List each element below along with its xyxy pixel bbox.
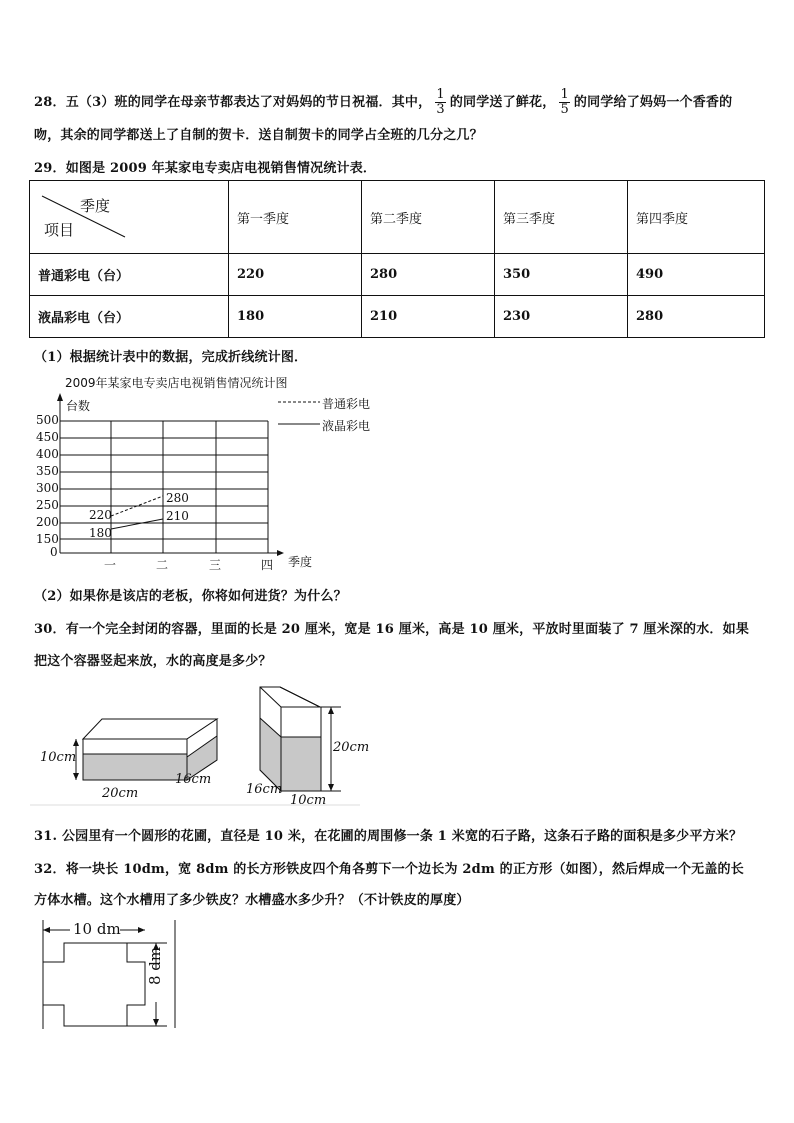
q29-sub2: （2）如果你是该店的老板，你将如何进货？为什么？: [34, 589, 347, 604]
y-axis-label: 台数: [66, 399, 91, 413]
chart-title: 2009年某家电专卖店电视销售情况统计图: [65, 376, 288, 390]
q28-text-a: 28．五（3）班的同学在母亲节都表达了对妈妈的节日祝福．其中，: [34, 95, 432, 110]
q32-line2: 方体水槽。这个水槽用了多少铁皮？水槽盛水多少升？（不计铁皮的厚度）: [34, 893, 470, 908]
cell-value: 350: [495, 254, 628, 296]
header-q4: 第四季度: [628, 181, 765, 254]
y-tick: 250: [36, 498, 59, 512]
y-tick: 450: [36, 430, 59, 444]
x-axis-label: 季度: [288, 555, 313, 569]
cell-value: 210: [362, 296, 495, 338]
q28-text-b: 的同学送了鲜花，: [449, 95, 556, 110]
data-label: 180: [89, 526, 112, 540]
y-tick: 150: [36, 532, 59, 546]
header-q2: 第二季度: [362, 181, 495, 254]
q28-text-c: 的同学给了妈妈一个香香的: [573, 95, 733, 110]
fraction-one-fifth: $\frac{1}{5}$: [560, 87, 569, 117]
y-tick: 350: [36, 464, 59, 478]
data-label: 280: [166, 491, 189, 505]
upright-depth-label: 16cm: [246, 782, 283, 797]
data-label: 220: [89, 508, 112, 522]
upright-width-label: 10cm: [290, 793, 327, 808]
flat-height-label: 10cm: [40, 750, 77, 765]
upright-height-label: 20cm: [333, 740, 370, 755]
header-q3: 第三季度: [495, 181, 628, 254]
corner-top-label: 季度: [80, 197, 111, 215]
y-tick: 200: [36, 515, 59, 529]
y-tick: 300: [36, 481, 59, 495]
sheet-height-label: 8 dm: [146, 946, 164, 985]
q30-line1: 30．有一个完全封闭的容器，里面的长是 20 厘米，宽是 16 厘米，高是 10 厘米，平放时里面装了 7 厘米深的水．如果: [34, 622, 750, 637]
x-tick: 四: [261, 558, 274, 572]
q31-text: 31. 公园里有一个圆形的花圃，直径是 10 米，在花圃的周围修一条 1 米宽的石子路，这条石子路的面积是多少平方米？: [34, 829, 743, 844]
flat-length-label: 20cm: [102, 786, 139, 801]
header-q1: 第一季度: [229, 181, 362, 254]
q29-title: 29．如图是 2009 年某家电专卖店电视销售情况统计表．: [34, 161, 377, 176]
cell-value: 280: [362, 254, 495, 296]
q30-line2: 把这个容器竖起来放，水的高度是多少？: [34, 654, 272, 669]
cell-value: 180: [229, 296, 362, 338]
x-tick: 三: [209, 558, 222, 572]
y-tick: 400: [36, 447, 59, 461]
cell-value: 280: [628, 296, 765, 338]
chart-grid: [0, 0, 400, 580]
x-tick: 二: [156, 558, 169, 572]
row-label: 普通彩电（台）: [30, 254, 229, 296]
legend-item-dashed: 普通彩电: [322, 397, 371, 411]
x-tick: 一: [104, 558, 117, 572]
corner-bottom-label: 项目: [44, 221, 75, 239]
cell-value: 230: [495, 296, 628, 338]
cell-value: 220: [229, 254, 362, 296]
q32-line1: 32．将一块长 10dm，宽 8dm 的长方形铁皮四个角各剪下一个边长为 2dm 的正方形（如图），然后焊成一个无盖的长: [34, 862, 744, 877]
y-tick: 0: [50, 545, 58, 559]
sheet-width-label: 10 dm: [73, 920, 121, 938]
cell-value: 490: [628, 254, 765, 296]
q29-sub1: （1）根据统计表中的数据，完成折线统计图．: [34, 350, 308, 365]
y-tick: 500: [36, 413, 59, 427]
data-label: 210: [166, 509, 189, 523]
row-label: 液晶彩电（台）: [30, 296, 229, 338]
fraction-one-third: $\frac{1}{3}$: [436, 87, 445, 117]
legend-item-solid: 液晶彩电: [322, 419, 371, 433]
container-figures: [30, 680, 370, 810]
flat-width-label: 16cm: [175, 772, 212, 787]
q28-line2: 吻，其余的同学都送上了自制的贺卡．送自制贺卡的同学占全班的几分之几？: [34, 128, 483, 143]
